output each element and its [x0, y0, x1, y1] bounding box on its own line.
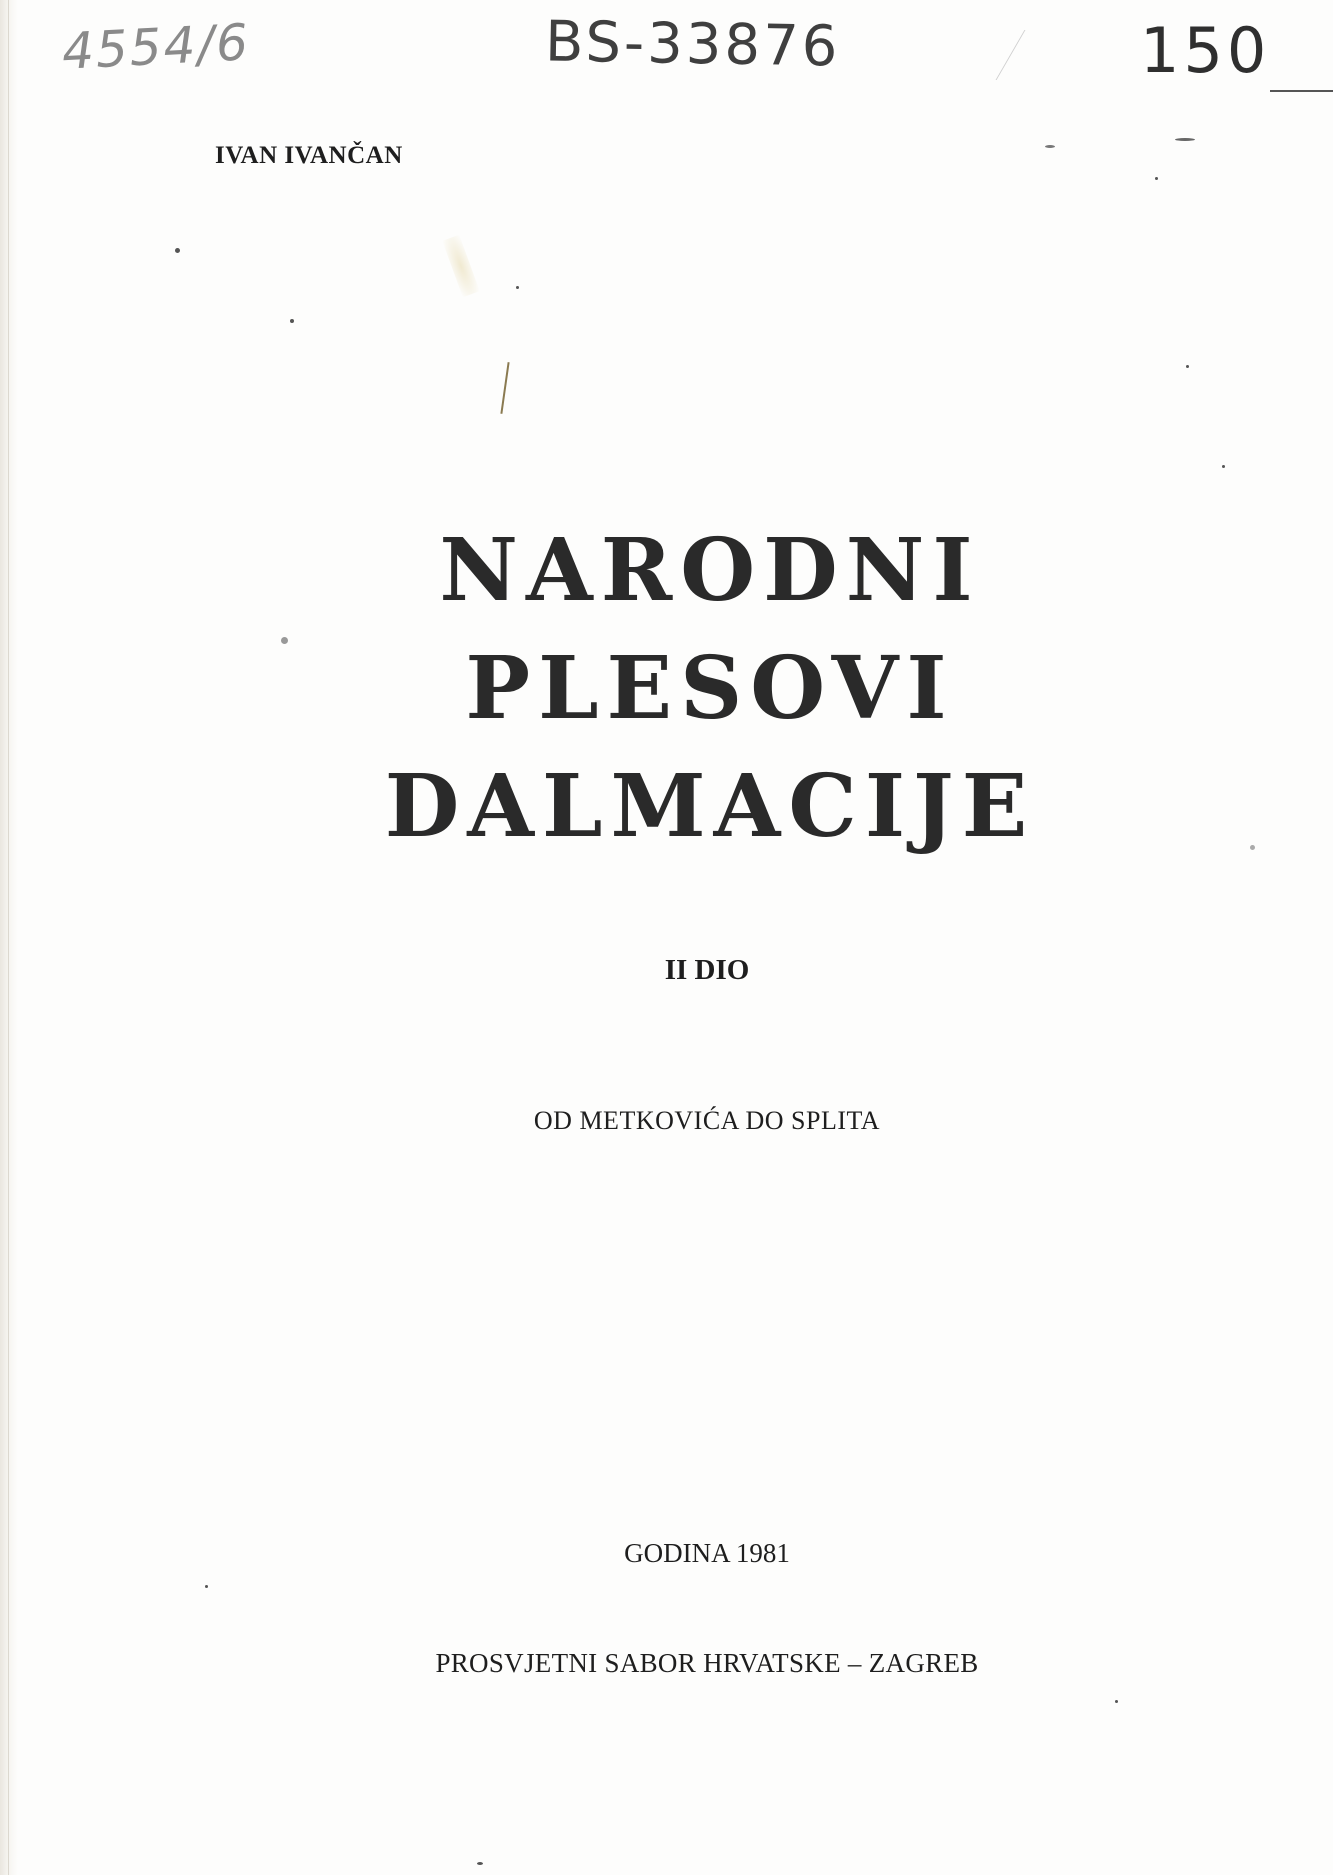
speck: [1175, 138, 1195, 141]
speck: [290, 319, 294, 323]
speck: [205, 1585, 208, 1588]
speck: [516, 286, 519, 289]
handwritten-underline: [1270, 90, 1333, 92]
paper-edge-line: [8, 0, 9, 1875]
speck: [1222, 465, 1225, 468]
title-line-2: PLESOVI: [465, 638, 955, 739]
faint-pencil-mark: [996, 30, 1086, 80]
handwritten-note-left: 4554/6: [60, 13, 252, 81]
speck: [1186, 365, 1189, 368]
paper-edge: [0, 0, 18, 1875]
author-name: IVAN IVANČAN: [215, 142, 403, 169]
title-line-3: DALMACIJE: [384, 756, 1036, 857]
handwritten-number-right: 150: [1140, 14, 1271, 87]
handwritten-catalog-number: BS-33876: [544, 9, 841, 80]
speck: [1155, 177, 1158, 180]
publisher: PROSVJETNI SABOR HRVATSKE – ZAGREB: [435, 1648, 979, 1678]
speck: [281, 637, 288, 644]
subtitle: OD METKOVIĆA DO SPLITA: [533, 1106, 881, 1135]
publication-year: GODINA 1981: [624, 1538, 790, 1568]
speck: [175, 248, 180, 253]
speck: [1045, 145, 1055, 148]
speck: [477, 1862, 483, 1865]
title-line-1: NARODNI: [439, 520, 981, 621]
speck: [1250, 845, 1255, 850]
paper-fiber-mark: [500, 362, 509, 414]
speck: [1115, 1700, 1118, 1703]
paper-stain: [442, 235, 479, 298]
part-label: II DIO: [664, 954, 750, 986]
